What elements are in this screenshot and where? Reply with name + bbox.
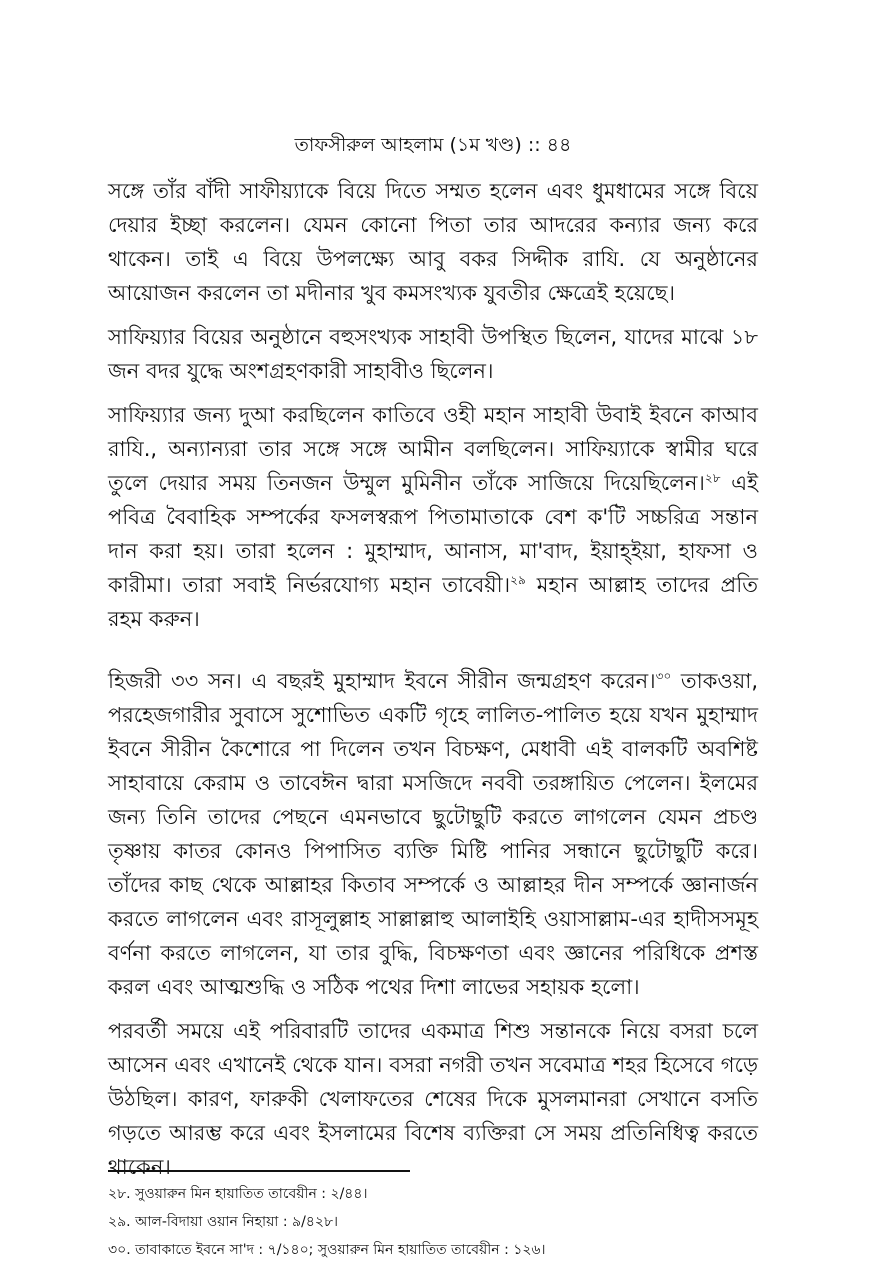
paragraph-4 xyxy=(108,664,758,1004)
footnote-divider xyxy=(108,1170,410,1172)
paragraph-3 xyxy=(108,398,758,636)
paragraph-4-part-2: তাকওয়া, পরহেজগারীর সুবাসে সুশোভিত একটি গৃহে লালিত-পালিত হয়ে যখন মুহাম্মাদ ইবনে সীরীন কৈশোরে পা দিলেন তখন বিচক্ষণ, মেধাবী এই বালকটি অবশিষ্ট সাহাবায়ে কেরাম ও তাবেঈন দ্বারা মসজিদে নববী তরঙ্গায়িত পেলেন। ইলমের জন্য তিনি তাদের পেছনে এমনভাবে ছুটোছুটি করতে লাগলেন যেমন প্রচণ্ড তৃষ্ণায় কাতর কোনও পিপাসিত ব্যক্তি মিষ্টি পানির সন্ধানে ছুটোছুটি করে। তাঁদের কাছ থেকে আল্লাহর কিতাব সম্পর্কে ও আল্লাহর দীন সম্পর্কে জ্ঞানার্জন করতে লাগলেন এবং রাসূলুল্লাহ সাল্লাল্লাহু আলাইহি ওয়াসাল্লাম-এর হাদীসসমূহ বর্ণনা করতে লাগলেন, যা তার বুদ্ধি, বিচক্ষণতা এবং জ্ঞানের পরিধিকে প্রশস্ত করল এবং আত্মশুদ্ধি ও সঠিক পথের দিশা লাভের সহায়ক হলো। xyxy=(108,669,758,999)
paragraph-5: পরবর্তী সময়ে এই পরিবারটি তাদের একমাত্র শিশু সন্তানকে নিয়ে বসরা চলে আসেন এবং এখানেই থেকে যান। বসরা নগরী তখন সবেমাত্র শহর হিসেবে গড়ে উঠছিল। কারণ, ফারুকী খেলাফতের শেষের দিকে মুসলমানরা সেখানে বসতি গড়তে আরম্ভ করে এবং ইসলামের বিশেষ ব্যক্তিরা সে সময় প্রতিনিধিত্ব করতে থাকেন। xyxy=(108,1019,758,1179)
footnotes xyxy=(108,1180,758,1264)
footnote-ref-29: ২৯ xyxy=(510,573,526,587)
paragraph-3-part-1: সাফিয়্যার জন্য দুআ করছিলেন কাতিবে ওহী মহান সাহাবী উবাই ইবনে কাআব রাযি., অন্যান্যরা তার সঙ্গে সঙ্গে আমীন বলছিলেন। সাফিয়্যাকে স্বামীর ঘরে তুলে দেয়ার সময় তিনজন উম্মুল মুমিনীন তাঁকে সাজিয়ে দিয়েছিলেন। xyxy=(108,403,758,495)
footnote-ref-30: ৩০ xyxy=(655,669,672,683)
page-body xyxy=(108,130,758,1194)
paragraph-1: সঙ্গে তাঁর বাঁদী সাফীয়্যাকে বিয়ে দিতে সম্মত হলেন এবং ধুমধামের সঙ্গে বিয়ে দেয়ার ইচ্ছা করলেন। যেমন কোনো পিতা তার আদরের কন্যার জন্য করে থাকেন। তাই এ বিয়ে উপলক্ষ্যে আবু বকর সিদ্দীক রাযি. যে অনুষ্ঠানের আয়োজন করলেন তা মদীনার খুব কমসংখ্যক যুবতীর ক্ষেত্রেই হয়েছে। xyxy=(108,179,758,305)
footnote-29: ২৯. আল-বিদায়া ওয়ান নিহায়া : ৯/৪২৮। xyxy=(108,1214,339,1230)
footnote-28: ২৮. সুওয়ারুন মিন হায়াতিত তাবেয়ীন : ২/৪৪। xyxy=(108,1186,368,1202)
footnote-30: ৩০. তাবাকাতে ইবনে সা'দ : ৭/১৪০; সুওয়ারুন মিন হায়াতিত তাবেয়ীন : ১২৬। xyxy=(108,1242,546,1258)
footnote-ref-28: ২৮ xyxy=(704,471,721,485)
paragraph-2: সাফিয়্যার বিয়ের অনুষ্ঠানে বহুসংখ্যক সাহাবী উপস্থিত ছিলেন, যাদের মাঝে ১৮ জন বদর যুদ্ধে অংশগ্রহণকারী সাহাবীও ছিলেন। xyxy=(108,325,758,383)
paragraph-3-part-2: এই পবিত্র বৈবাহিক সম্পর্কের ফসলস্বরূপ পিতামাতাকে বেশ ক'টি সচ্চরিত্র সন্তান দান করা হয়। তারা হলেন : মুহাম্মাদ, আনাস, মা'বাদ, ইয়াহ্ইয়া, হাফসা ও কারীমা। তারা সবাই নির্ভরযোগ্য মহান তাবেয়ী। xyxy=(108,471,758,597)
paragraph-4-part-1: হিজরী ৩৩ সন। এ বছরই মুহাম্মাদ ইবনে সীরীন জন্মগ্রহণ করেন। xyxy=(108,669,656,693)
running-header: তাফসীরুল আহলাম (১ম খণ্ড) :: ৪৪ xyxy=(294,134,572,156)
paragraph-3-part-3: মহান আল্লাহ তাদের প্রতি রহম করুন। xyxy=(108,573,759,631)
